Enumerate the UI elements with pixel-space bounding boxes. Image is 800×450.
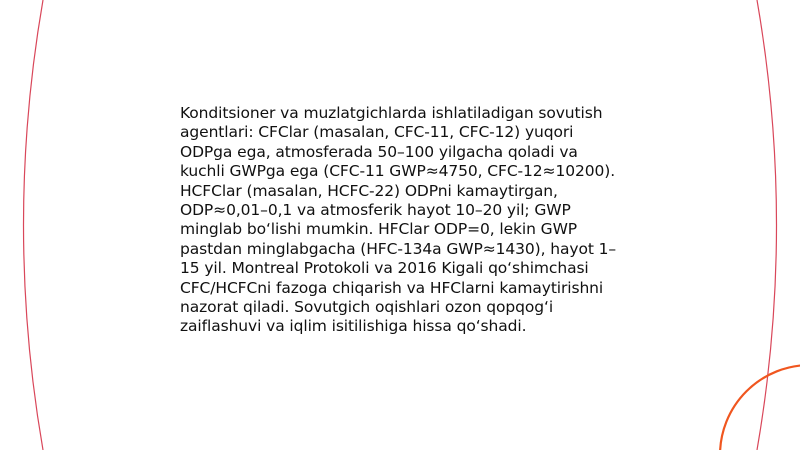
body-paragraph: Konditsioner va muzlatgichlarda ishlatiladigan sovutish agentlari: CFClar (masalan, CFC-11, CFC-12) yuqori ODPga ega, atmosferada 50–100 yilgacha qoladi va kuchli GWPga ega (CFC-11 GWP≈4750, CFC-12≈10200). HCFClar (masalan, HCFC-22) ODPni kamaytirgan, ODP≈0,01–0,1 va atmosferik hayot 10–20 yil; GWP minglab bo‘lishi mumkin. HFClar ODP=0, lekin GWP pastdan minglabgacha (HFC-134a GWP≈1430), hayot 1–15 yil. Montreal Protokoli va 2016 Kigali qo‘shimchasi CFC/HCFCni fazoga chiqarish va HFClarni kamaytirishni nazorat qiladi. Sovutgich oqishlari ozon qopqog‘i zaiflashuvi va iqlim isitilishiga hissa qo‘shadi. (180, 104, 617, 336)
orange-circle (720, 365, 800, 450)
left-arc (24, 0, 44, 450)
right-arc (757, 0, 777, 450)
